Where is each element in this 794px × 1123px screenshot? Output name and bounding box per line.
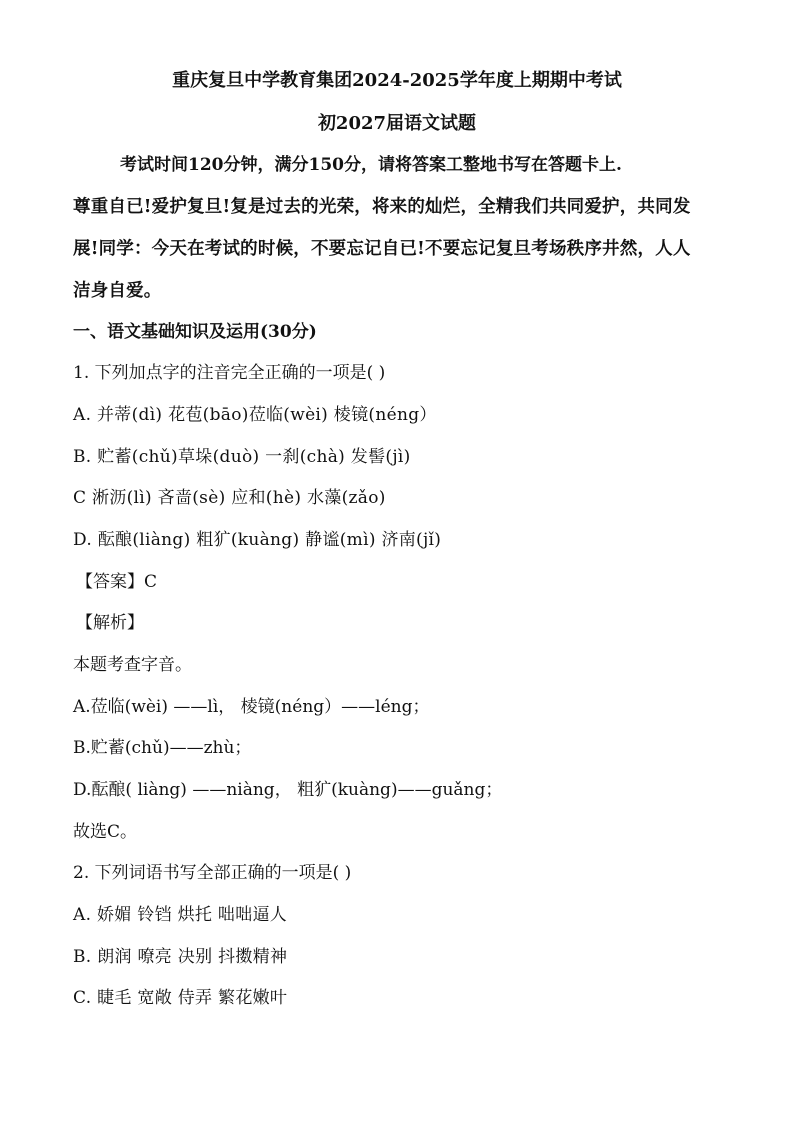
analysis-line-1: 本题考查字音。 — [73, 655, 192, 675]
question-2-option-a: A. 娇媚 铃铛 烘托 咄咄逼人 — [73, 905, 288, 925]
question-2-option-b: B. 朗润 嘹亮 决别 抖擞精神 — [73, 947, 288, 967]
notice-line-1: 尊重自已!爱护复旦!复是过去的光荣，将来的灿烂，全精我们共同爱护，共同发 — [73, 197, 691, 217]
question-1-stem: 1. 下列加点字的注音完全正确的一项是( ) — [73, 363, 386, 383]
section-heading: 一、语文基础知识及运用(30分) — [73, 322, 317, 342]
analysis-line-5: 故选C。 — [73, 822, 138, 842]
document-subtitle: 初2027届语文试题 — [317, 113, 477, 134]
question-2-option-c: C. 睫毛 宽敞 侍弄 繁花嫩叶 — [73, 988, 288, 1008]
analysis-line-3: B.贮蓄(chǔ)——zhù； — [73, 738, 252, 758]
notice-line-2: 展!同学：今天在考试的时候，不要忘记自已!不要忘记复旦考场秩序井然，人人 — [73, 239, 691, 259]
analysis-line-4: D.酝酿( liàng) ——niàng， 粗犷(kuàng)——guǎng； — [73, 780, 503, 800]
question-2-stem: 2. 下列词语书写全部正确的一项是( ) — [73, 863, 352, 883]
question-1-option-b: B. 贮蓄(chǔ)草垛(duò) 一刹(chà) 发髻(jì) — [73, 447, 411, 467]
analysis-label: 【解析】 — [76, 613, 144, 633]
analysis-line-2: A.莅临(wèi) ——lì， 棱镜(néng）——léng； — [73, 697, 430, 717]
question-1-option-a: A. 并蒂(dì) 花苞(bāo)莅临(wèi) 棱镜(néng） — [73, 405, 437, 425]
answer-label: 【答案】C — [76, 572, 158, 592]
question-1-option-d: D. 酝酿(liàng) 粗犷(kuàng) 静谧(mì) 济南(jǐ) — [73, 530, 442, 550]
notice-line-3: 洁身自爱。 — [73, 281, 162, 301]
question-1-option-c: C 淅沥(lì) 吝啬(sè) 应和(hè) 水藻(zǎo) — [73, 488, 386, 508]
document-title: 重庆复旦中学教育集团2024-2025学年度上期期中考试 — [172, 70, 622, 91]
exam-info: 考试时间120分钟，满分150分，请将答案工整地书写在答题卡上. — [120, 155, 622, 175]
